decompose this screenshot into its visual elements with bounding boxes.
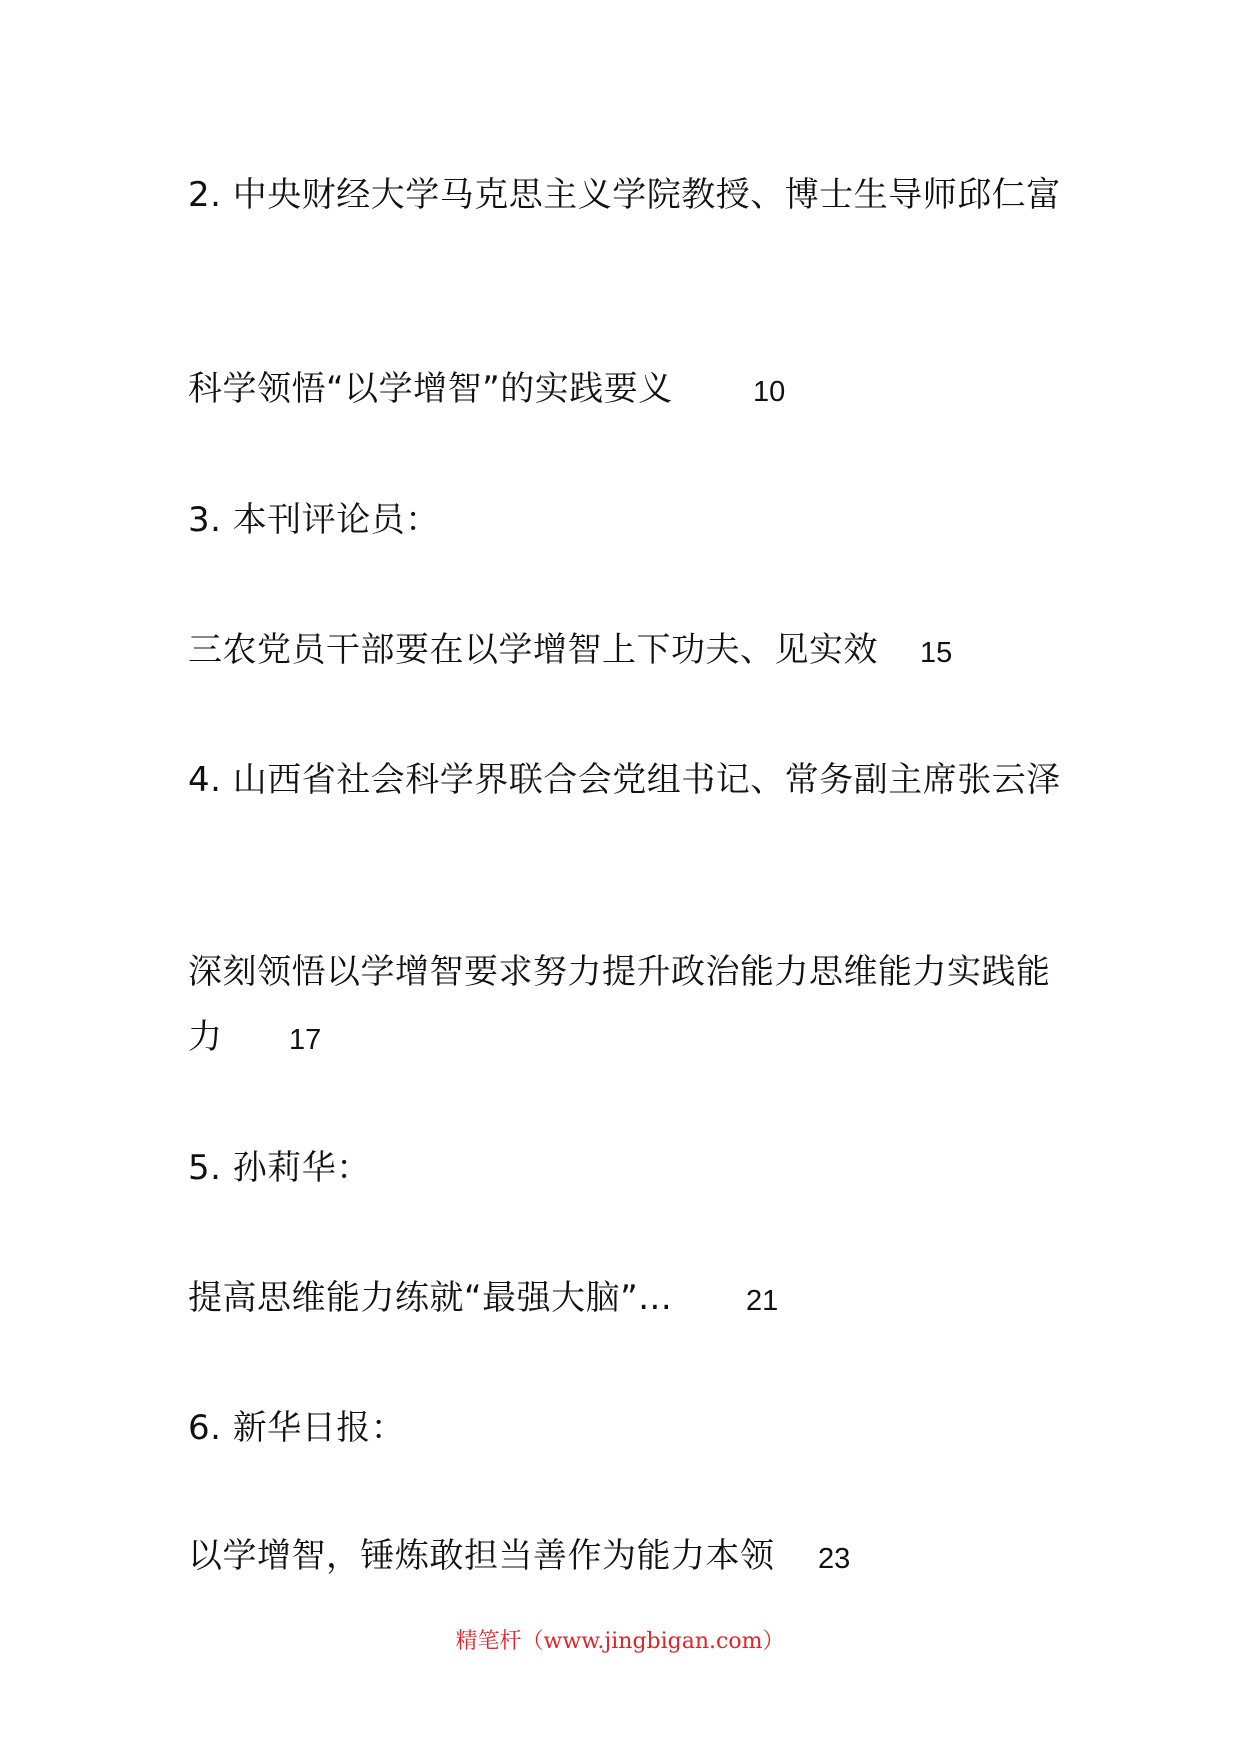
site-watermark-footer: 精笔杆（www.jingbigan.com） — [455, 1629, 785, 1654]
toc-entry-2-page: 10 — [753, 376, 786, 408]
toc-entry-2-author: 2. 中央财经大学马克思主义学院教授、博士生导师邱仁富 — [188, 175, 1061, 215]
toc-entry-6-author: 6. 新华日报： — [188, 1408, 406, 1448]
toc-entry-2-title: 科学领悟“以学增智”的实践要义 — [188, 369, 673, 409]
toc-entry-4-author: 4. 山西省社会科学界联合会党组书记、常务副主席张云泽 — [188, 760, 1061, 800]
toc-entry-4-page: 17 — [289, 1024, 322, 1056]
toc-entry-6-page: 23 — [818, 1543, 851, 1575]
toc-entry-6-title: 以学增智，锤炼敢担当善作为能力本领 — [188, 1536, 775, 1576]
toc-entry-4-title: 深刻领悟以学增智要求努力提升政治能力思维能力实践能 — [188, 952, 1051, 992]
toc-entry-4-title-cont: 力 — [188, 1017, 223, 1057]
toc-entry-5-author: 5. 孙莉华： — [188, 1148, 371, 1188]
toc-entry-3-author: 3. 本刊评论员： — [188, 500, 440, 540]
toc-entry-5-title: 提高思维能力练就“最强大脑”... — [188, 1278, 673, 1318]
toc-entry-3-page: 15 — [920, 637, 953, 669]
toc-entry-5-page: 21 — [746, 1285, 779, 1317]
toc-entry-3-title: 三农党员干部要在以学增智上下功夫、见实效 — [188, 630, 878, 670]
